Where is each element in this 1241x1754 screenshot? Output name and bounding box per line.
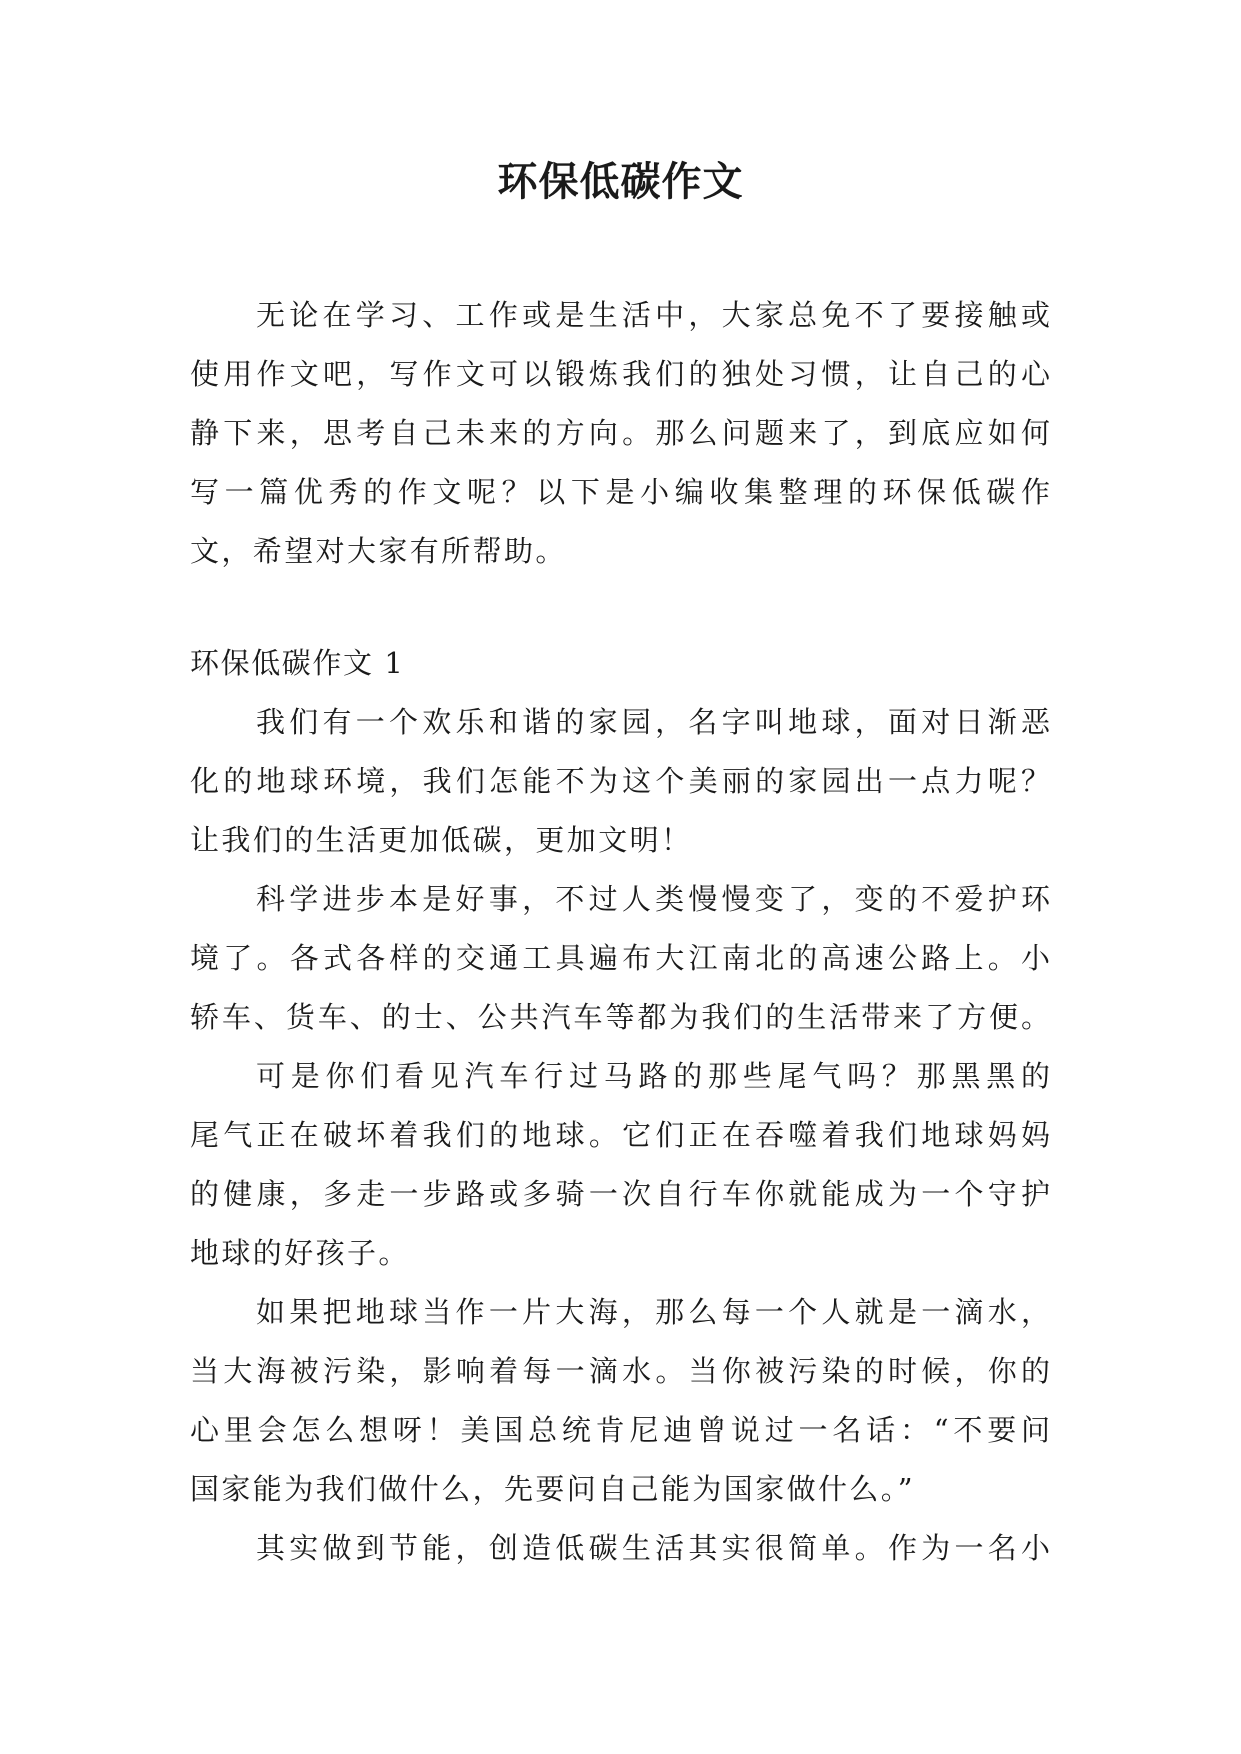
paragraph-line: 科学进步本是好事，不过人类慢慢变了，变的不爱护环	[256, 882, 1050, 916]
paragraph-line: 心里会怎么想呀！美国总统肯尼迪曾说过一名话：“不要问	[190, 1413, 1050, 1447]
paragraph-line: 其实做到节能，创造低碳生活其实很简单。作为一名小	[256, 1531, 1050, 1565]
paragraph-line: 我们有一个欢乐和谐的家园，名字叫地球，面对日渐恶	[256, 705, 1050, 739]
paragraph-line: 的健康，多走一步路或多骑一次自行车你就能成为一个守护	[190, 1177, 1050, 1211]
paragraph-line: 轿车、货车、的士、公共汽车等都为我们的生活带来了方便。	[190, 1000, 1050, 1034]
intro-line: 写一篇优秀的作文呢？以下是小编收集整理的环保低碳作	[190, 475, 1050, 509]
paragraph-line: 当大海被污染，影响着每一滴水。当你被污染的时候，你的	[190, 1354, 1050, 1388]
intro-line: 文，希望对大家有所帮助。	[190, 534, 567, 568]
paragraph-line: 如果把地球当作一片大海，那么每一个人就是一滴水，	[256, 1295, 1050, 1329]
paragraph-line: 可是你们看见汽车行过马路的那些尾气吗？那黑黑的	[256, 1059, 1050, 1093]
intro-line: 无论在学习、工作或是生活中，大家总免不了要接触或	[256, 298, 1050, 332]
document-title: 环保低碳作文	[497, 159, 744, 205]
intro-line: 使用作文吧，写作文可以锻炼我们的独处习惯，让自己的心	[190, 357, 1050, 391]
paragraph-line: 国家能为我们做什么，先要问自己能为国家做什么。”	[190, 1472, 915, 1506]
paragraph-line: 让我们的生活更加低碳，更加文明！	[190, 823, 693, 857]
intro-line: 静下来，思考自己未来的方向。那么问题来了，到底应如何	[190, 416, 1050, 450]
section-heading: 环保低碳作文 1	[190, 646, 405, 680]
paragraph-gap	[190, 581, 1050, 634]
paragraph-line: 尾气正在破坏着我们的地球。它们正在吞噬着我们地球妈妈	[190, 1118, 1050, 1152]
paragraph-line: 地球的好孩子。	[190, 1236, 410, 1270]
paragraph-line: 化的地球环境，我们怎能不为这个美丽的家园出一点力呢？	[190, 764, 1050, 798]
document-body	[190, 286, 1050, 1578]
paragraph-line: 境了。各式各样的交通工具遍布大江南北的高速公路上。小	[190, 941, 1050, 975]
